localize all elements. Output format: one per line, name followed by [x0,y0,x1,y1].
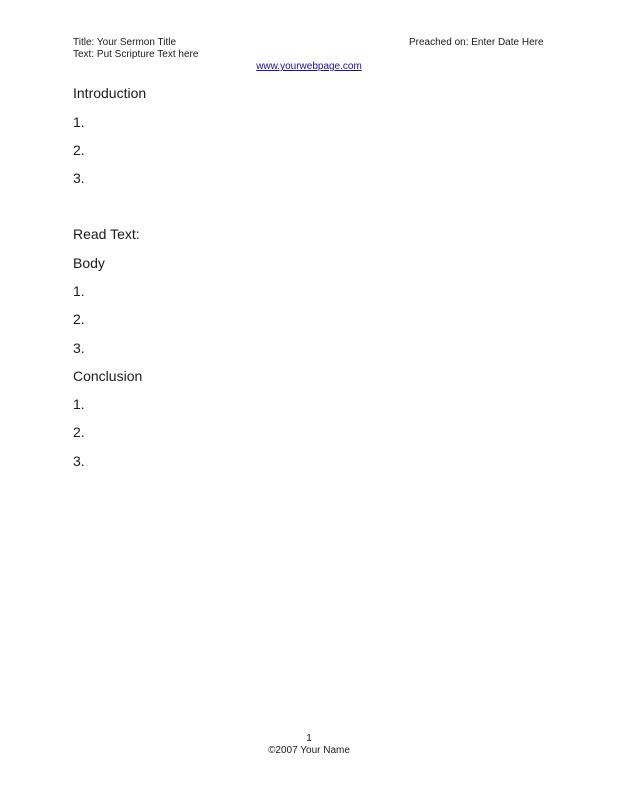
introduction-item-1: 1. [73,114,85,130]
body-item-3: 3. [73,340,85,356]
body-item-2: 2. [73,311,85,327]
introduction-item-3: 3. [73,170,85,186]
read-text-heading: Read Text: [73,226,140,242]
preached-on-date: Preached on: Enter Date Here [409,37,544,48]
body-item-1: 1. [73,283,85,299]
introduction-heading: Introduction [73,85,147,101]
scripture-text-line: Text: Put Scripture Text here [73,49,199,60]
conclusion-item-1: 1. [73,396,85,412]
page-number: 1 [306,733,312,744]
conclusion-heading: Conclusion [73,368,143,384]
website-link[interactable]: www.yourwebpage.com [256,61,362,72]
conclusion-item-3: 3. [73,453,85,469]
body-heading: Body [73,255,105,271]
copyright-notice: ©2007 Your Name [268,745,350,756]
sermon-title-line: Title: Your Sermon Title [73,37,177,48]
conclusion-item-2: 2. [73,424,85,440]
introduction-item-2: 2. [73,142,85,158]
